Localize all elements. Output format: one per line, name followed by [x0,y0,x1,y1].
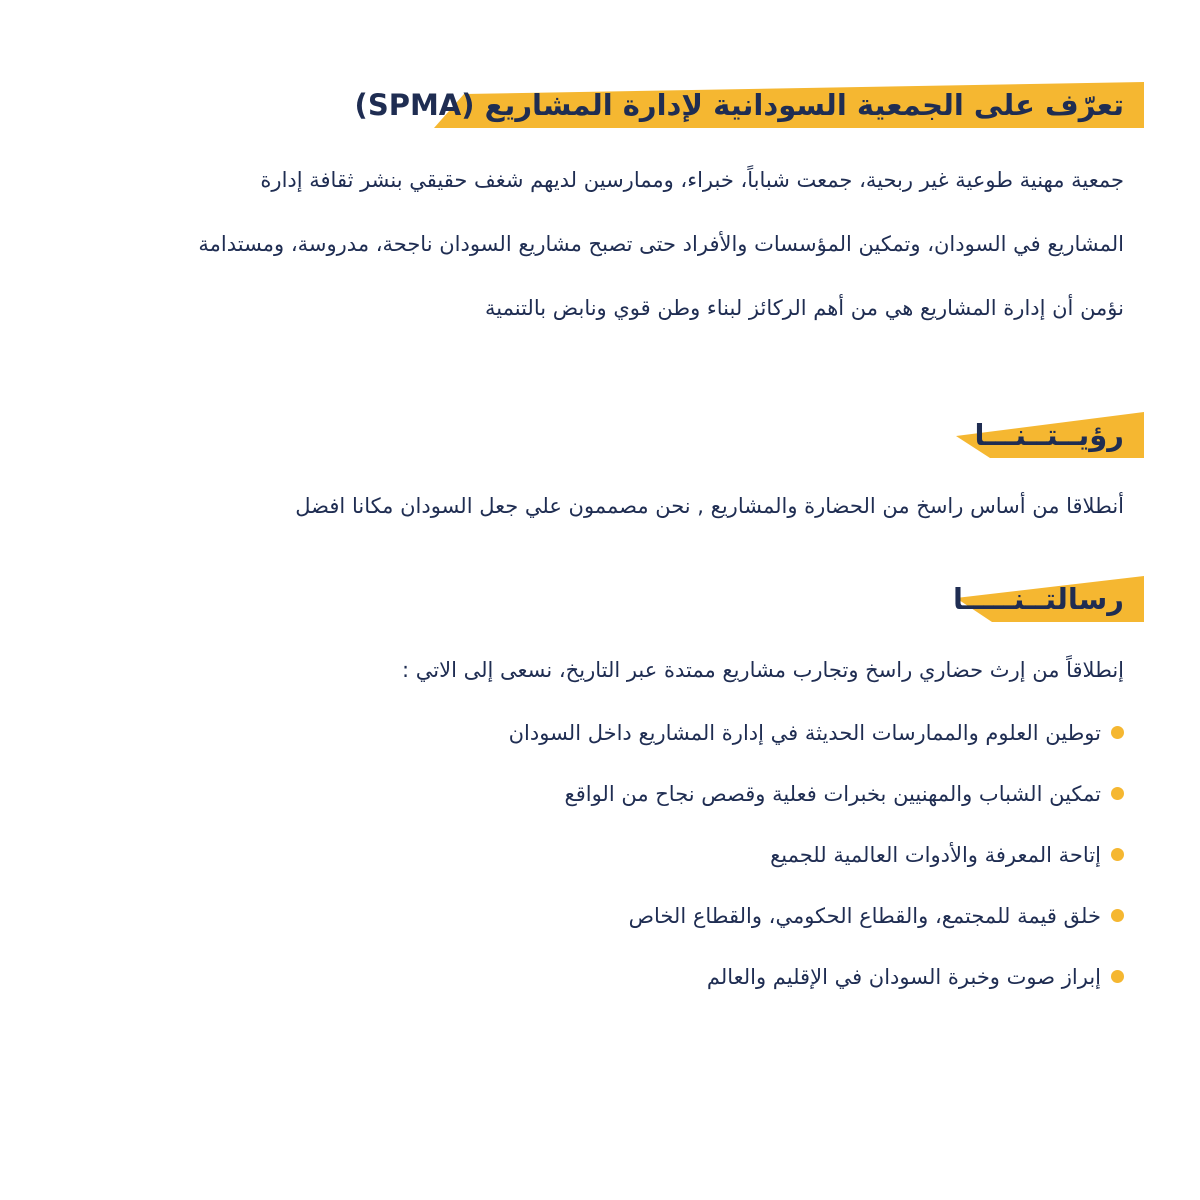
bullet-dot-icon [1111,787,1124,800]
mission-title: رسالتــنـــــا [953,582,1124,616]
vision-title: رؤيــتــنـــا [974,418,1124,452]
about-title: تعرّف على الجمعية السودانية لإدارة المشاريع (SPMA) [354,88,1124,122]
list-item [509,824,1124,885]
list-item [509,946,1124,1007]
list-item-text: تمكين الشباب والمهنيين بخبرات فعلية وقصص نجاح من الواقع [564,781,1101,806]
vision-text: أنطلاقا من أساس راسخ من الحضارة والمشاريع , نحن مصممون علي جعل السودان مكانا افضل [295,494,1124,518]
list-item [509,763,1124,824]
about-line: المشاريع في السودان، وتمكين المؤسسات والأفراد حتى تصبح مشاريع السودان ناجحة، مدروسة، ومستدامة [198,232,1124,256]
list-item-text: توطين العلوم والممارسات الحديثة في إدارة المشاريع داخل السودان [508,720,1101,745]
list-item-text: إبراز صوت وخبرة السودان في الإقليم والعالم [706,964,1101,989]
mission-list [509,702,1124,1007]
vision-paragraph [295,486,1124,550]
list-item-text: إتاحة المعرفة والأدوات العالمية للجميع [770,842,1101,867]
about-line: نؤمن أن إدارة المشاريع هي من أهم الركائز لبناء وطن قوي ونابض بالتنمية [485,296,1124,320]
list-item [509,885,1124,946]
bullet-dot-icon [1111,970,1124,983]
mission-heading [953,576,1144,622]
mission-intro: إنطلاقاً من إرث حضاري راسخ وتجارب مشاريع ممتدة عبر التاريخ، نسعى إلى الاتي : [402,658,1124,682]
bullet-dot-icon [1111,726,1124,739]
about-heading [354,82,1144,128]
bullet-dot-icon [1111,909,1124,922]
about-line: جمعية مهنية طوعية غير ربحية، جمعت شباباً، خبراء، وممارسين لديهم شغف حقيقي بنشر ثقافة إدارة [260,168,1124,192]
bullet-dot-icon [1111,848,1124,861]
about-paragraph [198,160,1124,352]
vision-heading [956,412,1144,458]
list-item-text: خلق قيمة للمجتمع، والقطاع الحكومي، والقطاع الخاص [628,903,1101,928]
list-item [509,702,1124,763]
